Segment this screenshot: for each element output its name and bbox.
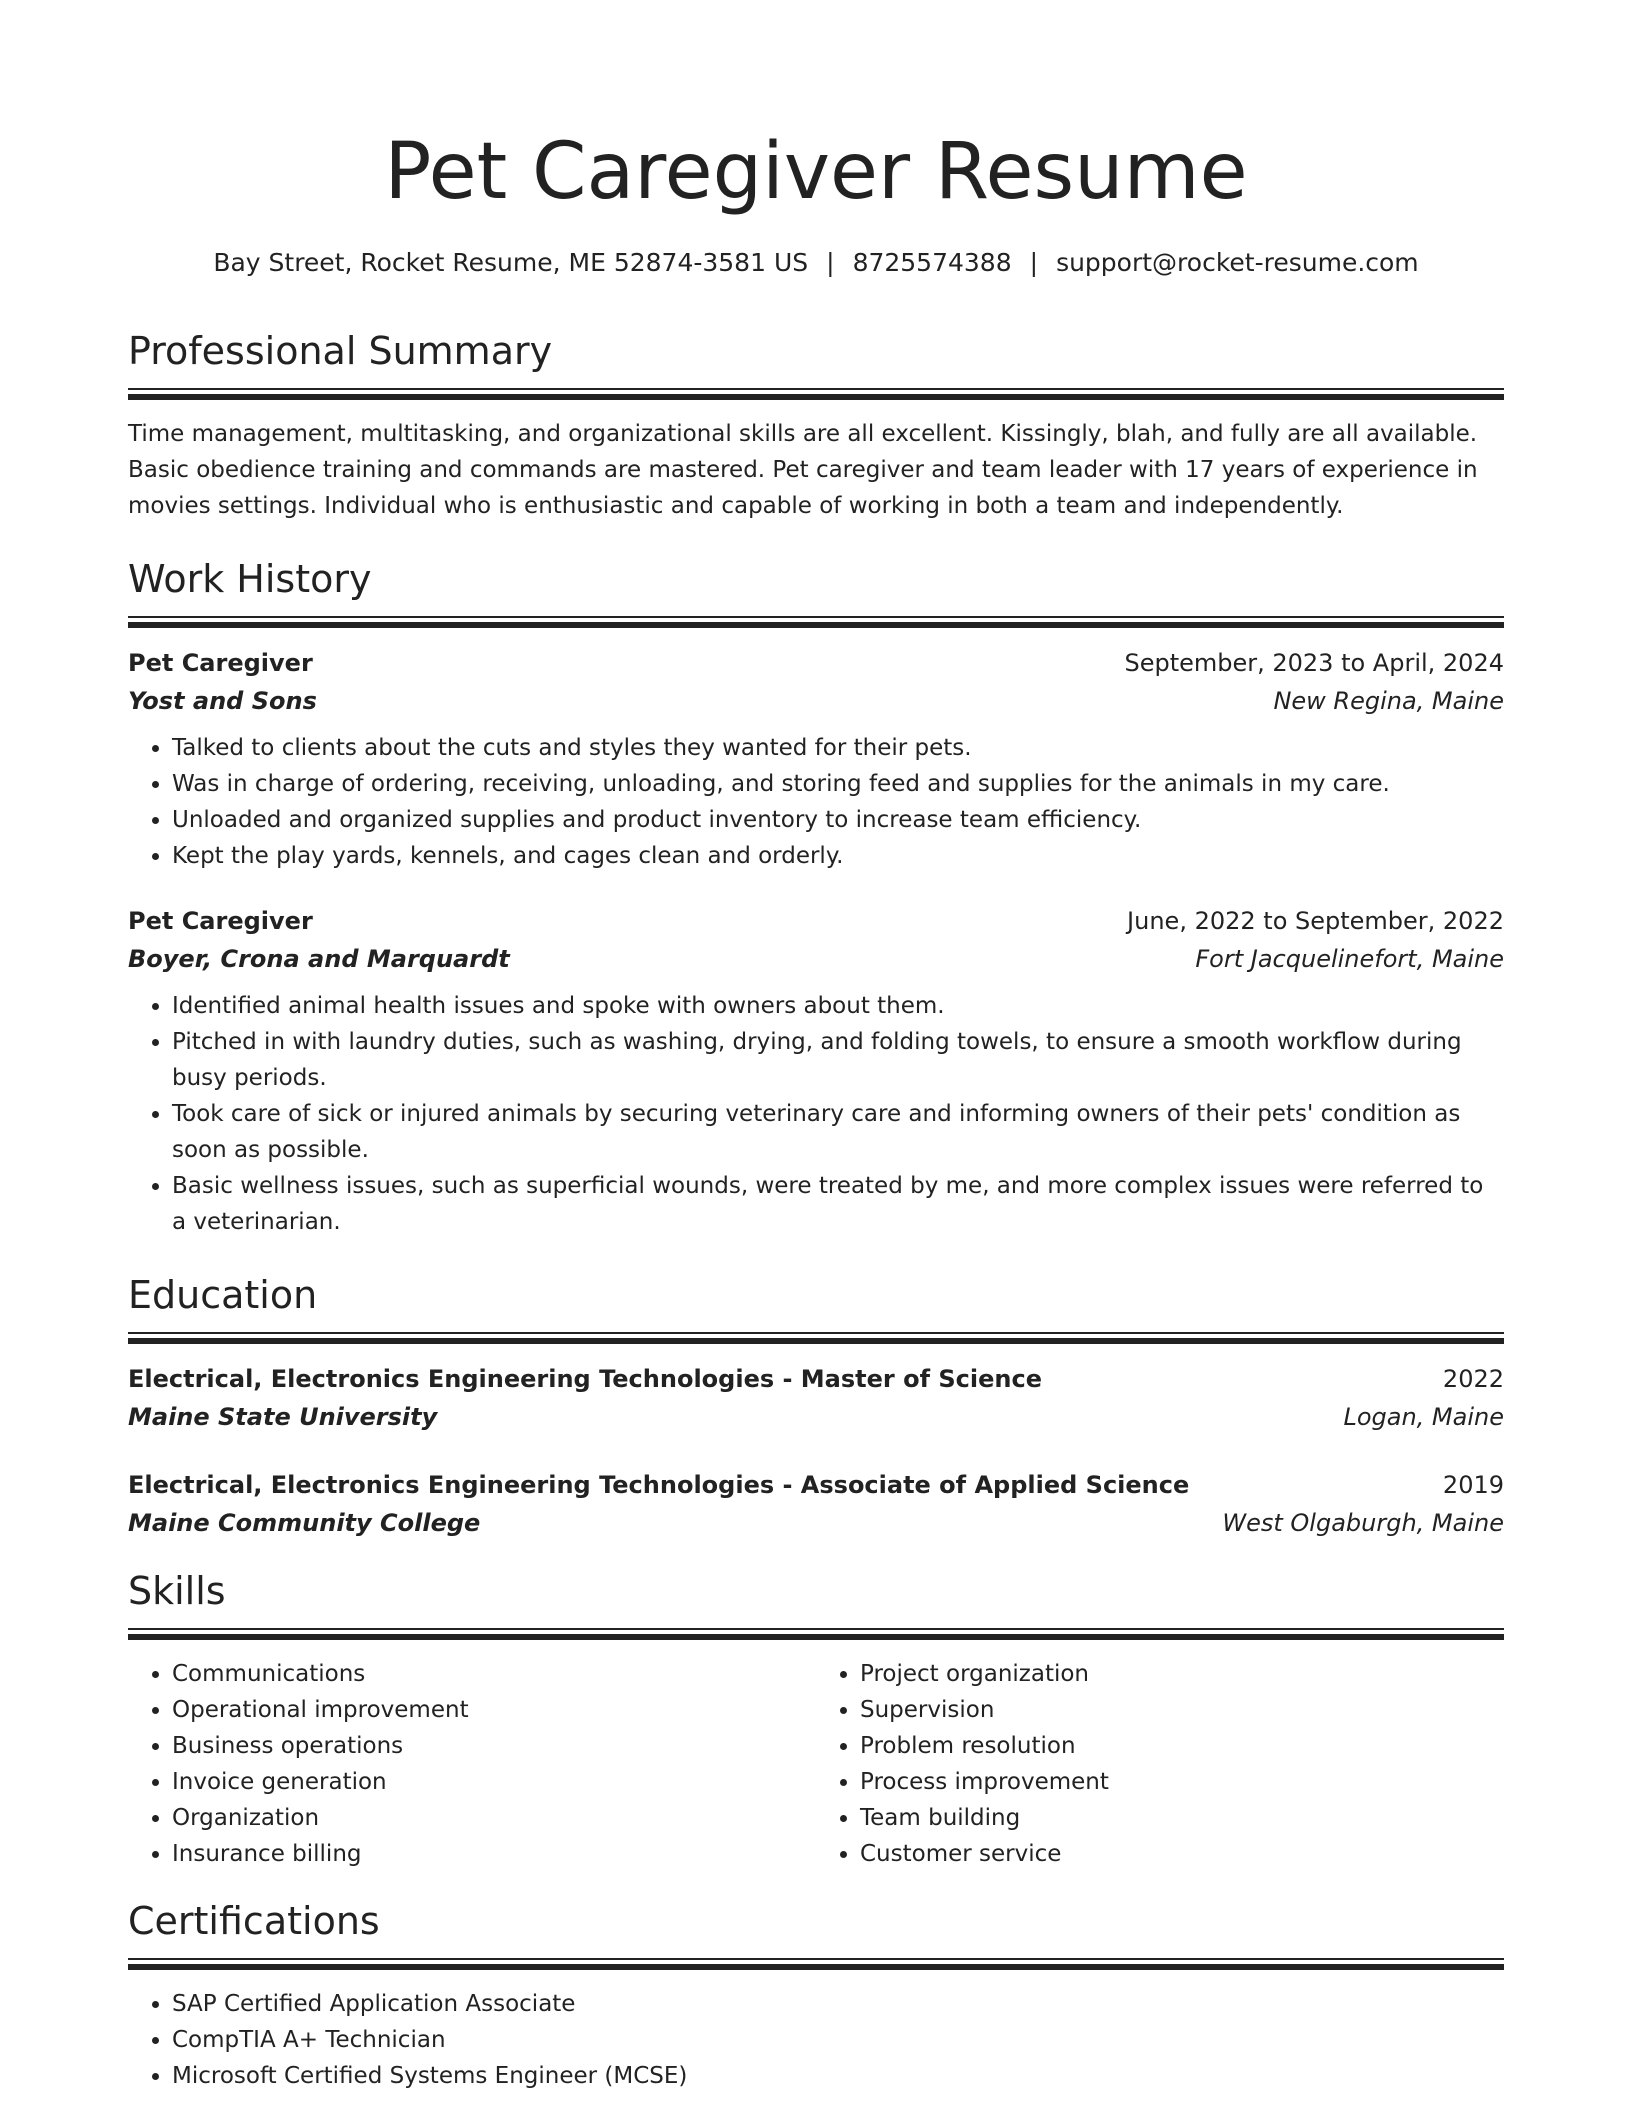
education-section <box>128 1270 1504 1542</box>
section-divider <box>128 1332 1504 1344</box>
list-item: • Unloaded and organized supplies and product inventory to increase team efficiency. <box>172 802 1504 838</box>
contact-separator: | <box>1029 248 1039 277</box>
skills-column-left <box>128 1656 816 1872</box>
skills-section <box>128 1566 1504 1872</box>
school-location: Logan, Maine <box>1343 1403 1504 1431</box>
list-item: • Basic wellness issues, such as superficial wounds, were treated by me, and more complex issues were referred to a veterinarian. <box>172 1168 1504 1240</box>
list-item: • Process improvement <box>860 1764 1504 1800</box>
section-divider <box>128 616 1504 628</box>
school-location: West Olgaburgh, Maine <box>1222 1509 1504 1537</box>
list-item: • Took care of sick or injured animals by securing veterinary care and informing owners of their pets' condition as soon as possible. <box>172 1096 1504 1168</box>
degree: Electrical, Electronics Engineering Technologies - Associate of Applied Science <box>128 1471 1190 1499</box>
education-entry <box>128 1360 1504 1436</box>
job-company: Boyer, Crona and Marquardt <box>128 945 510 973</box>
job-subheader <box>128 682 1504 720</box>
job-subheader <box>128 940 1504 978</box>
list-item: • Pitched in with laundry duties, such as washing, drying, and folding towels, to ensure a smooth workflow during busy periods. <box>172 1024 1504 1096</box>
list-item: • Business operations <box>172 1728 816 1764</box>
list-item: • Insurance billing <box>172 1836 816 1872</box>
section-divider <box>128 1958 1504 1970</box>
summary-text: Time management, multitasking, and organizational skills are all excellent. Kissingly, blah, and fully are all available. Basic obedience training and commands are mastered. Pet caregiver and team leader with 17 years of experience in movies settings. Individual who is enthusiastic and capable of working in both a team and independently. <box>128 421 1478 519</box>
education-header <box>128 1466 1504 1504</box>
list-item: • Identified animal health issues and spoke with owners about them. <box>172 988 1504 1024</box>
skills-column-right <box>816 1656 1504 1872</box>
certifications-section <box>128 1896 1504 2094</box>
job-dates: September, 2023 to April, 2024 <box>1124 649 1504 677</box>
job-header <box>128 644 1504 682</box>
list-item: • Kept the play yards, kennels, and cages clean and orderly. <box>172 838 1504 874</box>
section-heading: Skills <box>128 1569 226 1613</box>
job-title: Pet Caregiver <box>128 649 313 677</box>
list-item: • Project organization <box>860 1656 1504 1692</box>
job-entry <box>128 902 1504 1240</box>
job-bullets <box>128 988 1504 1240</box>
address: Bay Street, Rocket Resume, ME 52874-3581 US <box>213 248 809 277</box>
job-entry <box>128 644 1504 874</box>
section-divider <box>128 1628 1504 1640</box>
degree: Electrical, Electronics Engineering Technologies - Master of Science <box>128 1365 1042 1393</box>
list-item: • Supervision <box>860 1692 1504 1728</box>
job-location: New Regina, Maine <box>1273 687 1504 715</box>
education-header <box>128 1360 1504 1398</box>
list-item: • CompTIA A+ Technician <box>172 2022 1504 2058</box>
certifications-list <box>128 1986 1504 2094</box>
section-heading: Work History <box>128 557 372 601</box>
school: Maine Community College <box>128 1509 481 1537</box>
list-item: • Customer service <box>860 1836 1504 1872</box>
education-subheader <box>128 1398 1504 1436</box>
contact-line <box>128 246 1504 280</box>
job-bullets <box>128 730 1504 874</box>
list-item: • Problem resolution <box>860 1728 1504 1764</box>
education-subheader <box>128 1504 1504 1542</box>
section-heading: Certifications <box>128 1899 380 1943</box>
list-item: • Talked to clients about the cuts and styles they wanted for their pets. <box>172 730 1504 766</box>
contact-separator: | <box>826 248 835 277</box>
list-item: • Team building <box>860 1800 1504 1836</box>
job-company: Yost and Sons <box>128 687 317 715</box>
job-dates: June, 2022 to September, 2022 <box>1127 907 1504 935</box>
summary-section <box>128 326 1504 524</box>
section-divider <box>128 388 1504 400</box>
list-item: • SAP Certified Application Associate <box>172 1986 1504 2022</box>
job-header <box>128 902 1504 940</box>
list-item: • Operational improvement <box>172 1692 816 1728</box>
skills-grid <box>128 1656 1504 1872</box>
list-item: • Invoice generation <box>172 1764 816 1800</box>
list-item: • Microsoft Certified Systems Engineer (MCSE) <box>172 2058 1504 2094</box>
job-title: Pet Caregiver <box>128 907 313 935</box>
email: support@rocket-resume.com <box>1056 248 1419 277</box>
list-item: • Communications <box>172 1656 816 1692</box>
work-history-section <box>128 554 1504 1240</box>
school: Maine State University <box>128 1403 438 1431</box>
list-item: • Was in charge of ordering, receiving, unloading, and storing feed and supplies for the animals in my care. <box>172 766 1504 802</box>
education-entry <box>128 1466 1504 1542</box>
job-location: Fort Jacquelinefort, Maine <box>1195 945 1504 973</box>
page-title: Pet Caregiver Resume <box>384 127 1248 217</box>
section-heading: Professional Summary <box>128 329 553 373</box>
graduation-year: 2022 <box>1442 1365 1504 1393</box>
section-heading: Education <box>128 1273 318 1317</box>
graduation-year: 2019 <box>1442 1471 1504 1499</box>
list-item: • Organization <box>172 1800 816 1836</box>
phone: 8725574388 <box>852 248 1012 277</box>
